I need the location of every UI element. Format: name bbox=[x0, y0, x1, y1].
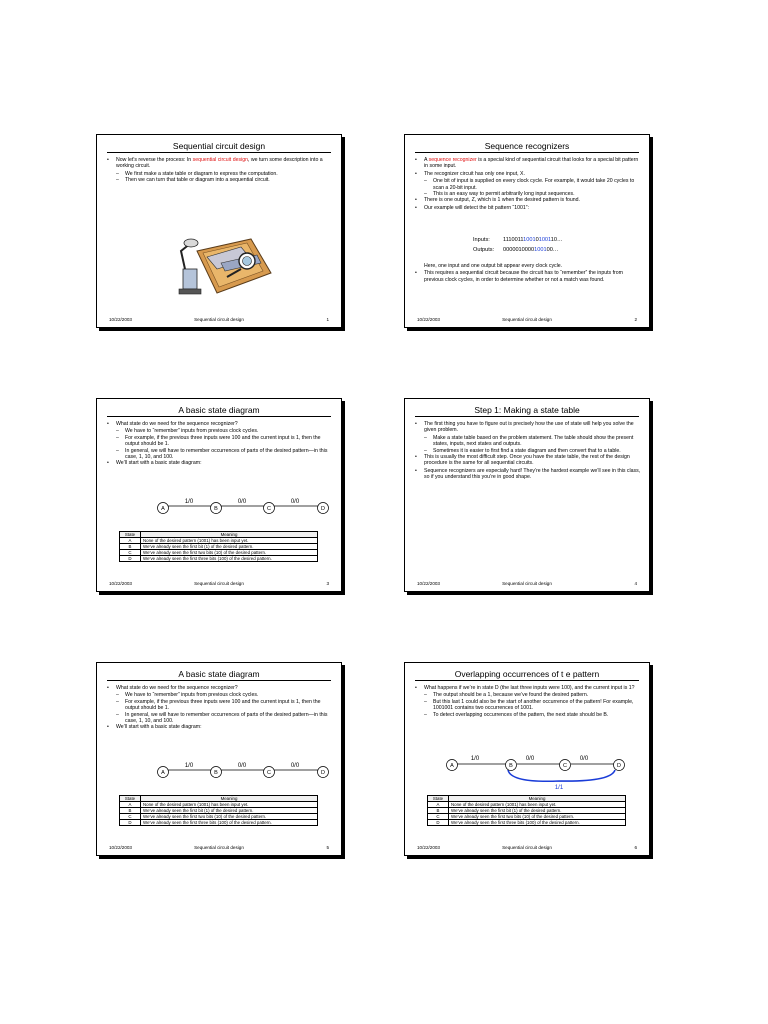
state-meaning-table bbox=[427, 795, 626, 826]
slide-body bbox=[415, 421, 641, 482]
state-meaning-table bbox=[119, 531, 318, 562]
slide-number: 4 bbox=[634, 581, 637, 586]
state-diagram bbox=[111, 493, 325, 527]
sub-bullet: – For example, if the previous three inputs were 100 and the current input is 1, then the output should be 1. bbox=[107, 435, 333, 448]
slide-2 bbox=[404, 134, 650, 328]
footer-date: 10/22/2003 bbox=[417, 317, 440, 322]
table-row: B We’ve already seen the first bit (1) of the desired pattern. bbox=[428, 808, 626, 814]
slide-number: 6 bbox=[634, 845, 637, 850]
bullet: • What state do we need for the sequence recognizer? bbox=[107, 685, 333, 691]
slide-body bbox=[415, 157, 641, 212]
sub-bullet: – We have to “remember” inputs from previous clock cycles. bbox=[107, 692, 333, 698]
state-diagram-overlap bbox=[419, 751, 619, 791]
slide-title: Overlapping occurrences of t e pattern bbox=[454, 669, 600, 679]
edge-label: 1/0 bbox=[184, 763, 194, 769]
edge-label: 0/0 bbox=[290, 763, 300, 769]
table-row: B We’ve already seen the first bit (1) of the desired pattern. bbox=[120, 544, 318, 550]
edge-label: 0/0 bbox=[237, 763, 247, 769]
slide-title: Sequential circuit design bbox=[172, 141, 266, 151]
slide-number: 3 bbox=[326, 581, 329, 586]
sub-bullet: – To detect overlapping occurrences of the pattern, the next state should be B. bbox=[415, 712, 641, 718]
sub-bullet: – In general, we will have to remember occurrences of parts of the desired pattern—in this case, 1, 10, and 100. bbox=[107, 448, 333, 461]
slide-5 bbox=[96, 662, 342, 856]
table-row: A None of the desired pattern (1001) has been input yet. bbox=[120, 538, 318, 544]
title-rule bbox=[415, 680, 639, 681]
slide-footer bbox=[417, 581, 637, 587]
footer-date: 10/22/2003 bbox=[109, 317, 132, 322]
slide-body bbox=[107, 421, 333, 468]
bullet: • A sequence recognizer is a special kind of sequential circuit that looks for a special bit pattern in some input. bbox=[415, 157, 641, 170]
edge-label: 0/0 bbox=[237, 499, 247, 505]
overlap-edge bbox=[508, 770, 615, 781]
slide-footer bbox=[109, 845, 329, 851]
state-meaning-table bbox=[119, 795, 318, 826]
table-row: D We’ve already seen the first three bits (100) of the desired pattern. bbox=[120, 556, 318, 562]
bullet: • What happens if we’re in state D (the last three inputs were 100), and the current input is 1? bbox=[415, 685, 641, 691]
bullet: • We’ll start with a basic state diagram: bbox=[107, 724, 333, 730]
slide-body bbox=[107, 685, 333, 732]
table-header-row: State Meaning bbox=[120, 532, 318, 538]
sub-bullet: – We have to “remember” inputs from previous clock cycles. bbox=[107, 428, 333, 434]
title-rule bbox=[107, 416, 331, 417]
table-row: C We’ve already seen the first two bits (10) of the desired pattern. bbox=[428, 814, 626, 820]
sub-bullet: – In general, we will have to remember occurrences of parts of the desired pattern—in this case, 1, 10, and 100. bbox=[107, 712, 333, 725]
footer-course: Sequential circuit design bbox=[194, 581, 244, 586]
sub-bullet: – One bit of input is supplied on every clock cycle. For example, it would take 20 cycles to scan a 20-bit input. bbox=[415, 178, 641, 191]
slide-title: Step 1: Making a state table bbox=[474, 405, 580, 415]
sub-bullet: – Sometimes it is easier to first find a state diagram and then convert that to a table. bbox=[415, 448, 641, 454]
title-rule bbox=[415, 416, 639, 417]
bullet: • We’ll start with a basic state diagram: bbox=[107, 460, 333, 466]
footer-date: 10/22/2003 bbox=[109, 845, 132, 850]
footer-course: Sequential circuit design bbox=[502, 845, 552, 850]
bullet: • Our example will detect the bit pattern “1001”: bbox=[415, 205, 641, 211]
footer-course: Sequential circuit design bbox=[194, 317, 244, 322]
state-label: A bbox=[450, 763, 454, 769]
table-row: C We’ve already seen the first two bits (10) of the desired pattern. bbox=[120, 550, 318, 556]
bullet: • The first thing you have to figure out is precisely how the use of state will help you solve the given problem. bbox=[415, 421, 641, 434]
footer-date: 10/22/2003 bbox=[109, 581, 132, 586]
sub-bullet: – But this last 1 could also be the start of another occurrence of the pattern! For example, 1001001 contains two occurrences of 1001. bbox=[415, 699, 641, 712]
state-label: D bbox=[617, 763, 621, 769]
slide-number: 2 bbox=[634, 317, 637, 322]
state-label: D bbox=[321, 770, 325, 776]
sub-bullet: – Then we can turn that table or diagram into a sequential circuit. bbox=[107, 177, 333, 183]
table-row: B We’ve already seen the first bit (1) of the desired pattern. bbox=[120, 808, 318, 814]
state-label: B bbox=[509, 763, 513, 769]
bullet: • Sequence recognizers are especially hard! They’re the hardest example we’ll see in this class, so if you understand this you’re in good shape. bbox=[415, 468, 641, 481]
edge-label: 0/0 bbox=[579, 756, 589, 762]
inputs-line: Inputs: 111001110010100110… bbox=[473, 237, 563, 243]
bullet: • Now let’s reverse the process: In sequential circuit design, we turn some description into a working circuit. bbox=[107, 157, 333, 170]
slide-footer bbox=[109, 581, 329, 587]
footer-course: Sequential circuit design bbox=[502, 317, 552, 322]
slide-body bbox=[107, 157, 333, 184]
sub-bullet: – This is an easy way to permit arbitrarily long input sequences. bbox=[415, 191, 641, 197]
title-rule bbox=[107, 680, 331, 681]
sub-bullet: – We first make a state table or diagram to express the computation. bbox=[107, 171, 333, 177]
bullet: • What state do we need for the sequence recognizer? bbox=[107, 421, 333, 427]
table-header-row: State Meaning bbox=[428, 796, 626, 802]
state-label: A bbox=[161, 770, 165, 776]
bullet: • There is one output, Z, which is 1 when the desired pattern is found. bbox=[415, 197, 641, 203]
slide-body-lower bbox=[415, 262, 641, 284]
footer-date: 10/22/2003 bbox=[417, 581, 440, 586]
highlight-term: sequence recognizer bbox=[428, 157, 477, 163]
edge-label: 1/0 bbox=[470, 756, 480, 762]
state-label: B bbox=[214, 770, 218, 776]
footer-course: Sequential circuit design bbox=[194, 845, 244, 850]
edge-label: 1/0 bbox=[184, 499, 194, 505]
slide-title: Sequence recognizers bbox=[484, 141, 570, 151]
slide-footer bbox=[109, 317, 329, 323]
note-text: Here, one input and one output bit appear every clock cycle. bbox=[424, 263, 563, 269]
footer-date: 10/22/2003 bbox=[417, 845, 440, 850]
state-diagram bbox=[111, 757, 325, 791]
slide-footer bbox=[417, 317, 637, 323]
highlight-term: sequential circuit design bbox=[192, 157, 248, 163]
table-row: A None of the desired pattern (1001) has been input yet. bbox=[120, 802, 318, 808]
state-label: D bbox=[321, 506, 325, 512]
slide-3 bbox=[96, 398, 342, 592]
slide-1 bbox=[96, 134, 342, 328]
state-label: B bbox=[214, 506, 218, 512]
slide-footer bbox=[417, 845, 637, 851]
bullet: • The recognizer circuit has only one input, X. bbox=[415, 171, 641, 177]
slide-number: 5 bbox=[326, 845, 329, 850]
table-header-row: State Meaning bbox=[120, 796, 318, 802]
table-row: D We’ve already seen the first three bits (100) of the desired pattern. bbox=[428, 820, 626, 826]
title-rule bbox=[415, 152, 639, 153]
slide-title: A basic state diagram bbox=[178, 405, 260, 415]
edge-label: 0/0 bbox=[290, 499, 300, 505]
drafting-tools-clipart bbox=[177, 233, 273, 299]
bullet: • This requires a sequential circuit because the circuit has to “remember” the inputs from previous clock cycles, in order to determine whether or not a match was found. bbox=[415, 270, 641, 283]
title-rule bbox=[107, 152, 331, 153]
state-label: C bbox=[563, 763, 567, 769]
table-row: A None of the desired pattern (1001) has been input yet. bbox=[428, 802, 626, 808]
sub-bullet: – The output should be a 1, because we’ve found the desired pattern. bbox=[415, 692, 641, 698]
slide-number: 1 bbox=[326, 317, 329, 322]
state-label: C bbox=[267, 506, 271, 512]
slide-6 bbox=[404, 662, 650, 856]
sub-bullet: – Make a state table based on the problem statement. The table should show the present states, inputs, next states and outputs. bbox=[415, 435, 641, 448]
table-row: C We’ve already seen the first two bits (10) of the desired pattern. bbox=[120, 814, 318, 820]
slide-4 bbox=[404, 398, 650, 592]
overlap-edge-label: 1/1 bbox=[554, 785, 564, 791]
slide-title: A basic state diagram bbox=[178, 669, 260, 679]
footer-course: Sequential circuit design bbox=[502, 581, 552, 586]
slide-body bbox=[415, 685, 641, 718]
edge-label: 0/0 bbox=[525, 756, 535, 762]
state-label: A bbox=[161, 506, 165, 512]
bullet: • This is usually the most difficult step. Once you have the state table, the rest of the design procedure is the same for all sequential circuits. bbox=[415, 454, 641, 467]
sub-bullet: – For example, if the previous three inputs were 100 and the current input is 1, then the output should be 1. bbox=[107, 699, 333, 712]
table-row: D We’ve already seen the first three bits (100) of the desired pattern. bbox=[120, 820, 318, 826]
outputs-line: Outputs: 0000010000100100… bbox=[473, 247, 559, 253]
state-label: C bbox=[267, 770, 271, 776]
